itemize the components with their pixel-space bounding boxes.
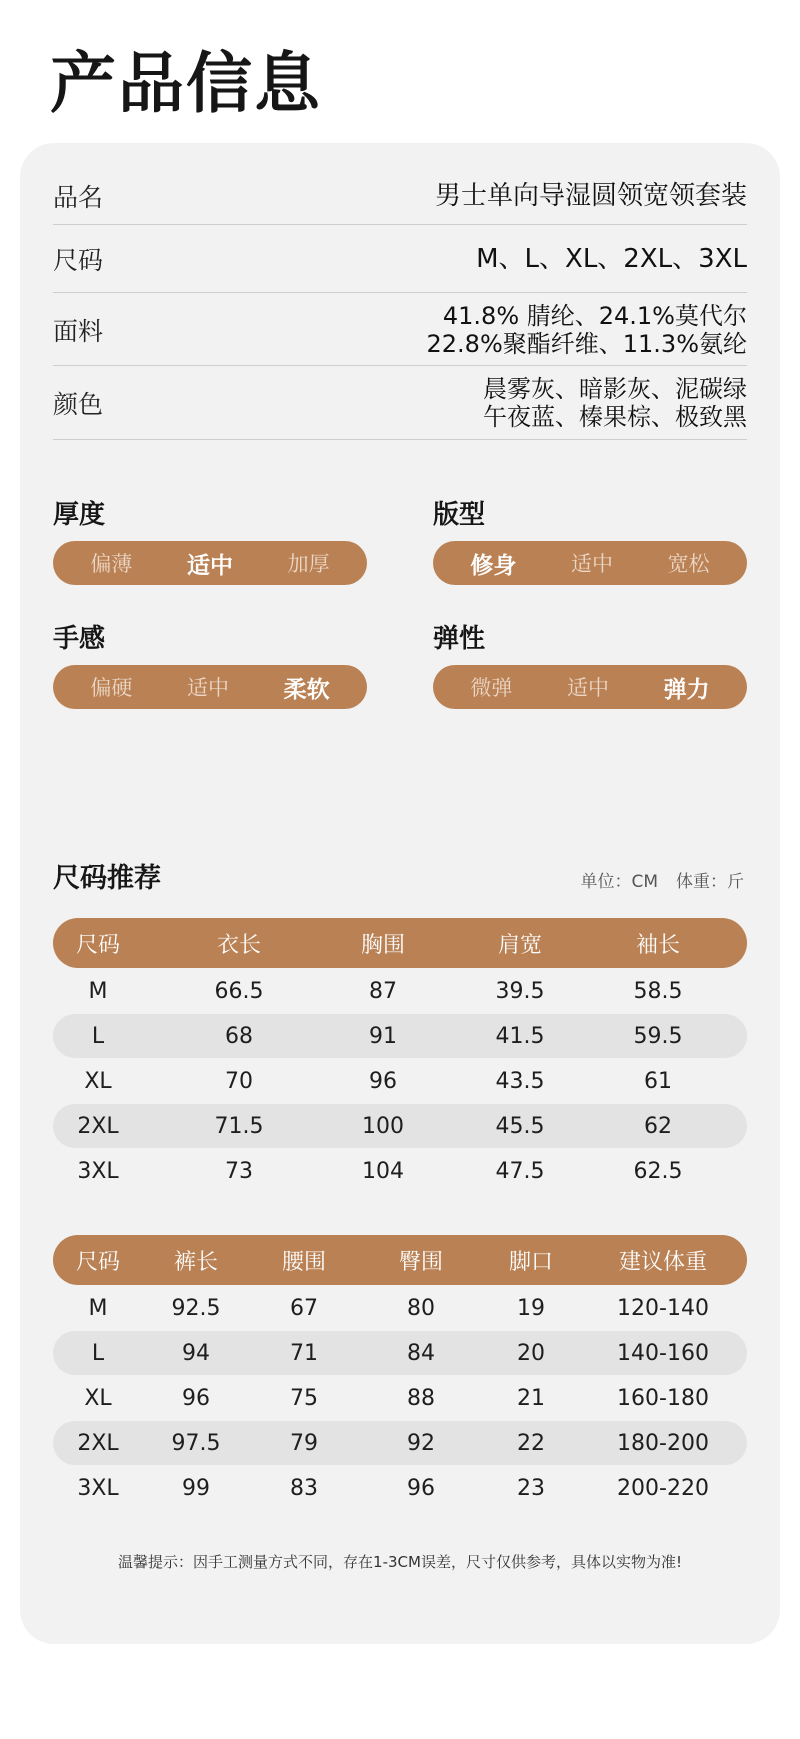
footer-note: 温馨提示：因手工测量方式不同，存在1-3CM误差，尺寸仅供参考，具体以实物为准! [118,1553,682,1571]
info-row-colors [53,367,747,440]
table-cell: 140-160 [617,1340,709,1366]
attr-scale [53,665,367,709]
table-cell: 84 [407,1340,435,1366]
table-cell: 21 [517,1385,545,1411]
table-cell: 43.5 [495,1068,545,1094]
table-header-cell: 尺码 [75,932,120,958]
product-info-card [20,143,780,1644]
table-cell: 70 [225,1068,253,1094]
table-cell: 58.5 [633,978,683,1004]
attr-thickness [53,498,367,585]
info-value-line: 晨雾灰、暗影灰、泥碳绿 [483,375,747,403]
table-cell: M [88,1295,108,1321]
table-row [53,969,747,1013]
table-row [53,1059,747,1103]
info-value-line: 午夜蓝、榛果棕、极致黑 [483,403,747,431]
attr-feel [53,622,367,709]
table-cell: 96 [407,1475,435,1501]
table-row [53,1149,747,1193]
table-row [53,1014,747,1058]
info-label: 面料 [53,316,104,346]
info-value-line: 男士单向导湿圆领宽领套装 [434,181,747,211]
table-cell: 104 [362,1158,404,1184]
info-row-name [53,168,747,225]
table-cell: 66.5 [214,978,264,1004]
table-cell: 73 [225,1158,253,1184]
table-cell: 62 [644,1113,672,1139]
table-cell: L [91,1340,105,1366]
table-row [53,1331,747,1375]
info-row-size [53,226,747,293]
table-cell: 160-180 [617,1385,709,1411]
table-cell: XL [84,1068,112,1094]
table-cell: 91 [369,1023,397,1049]
table-header-cell: 胸围 [360,932,405,958]
table-cell: 68 [225,1023,253,1049]
attr-option: 适中 [186,676,229,700]
table-cell: 120-140 [617,1295,709,1321]
table-row [53,1104,747,1148]
table-header-cell: 脚口 [508,1249,553,1275]
table-header-cell: 袖长 [635,932,680,958]
table-cell: 61 [644,1068,672,1094]
attr-elasticity [433,622,747,709]
table-cell: 22 [517,1430,545,1456]
table-cell: 92.5 [171,1295,221,1321]
table-row [53,1421,747,1465]
attr-fit [433,498,747,585]
table-cell: 99 [182,1475,210,1501]
table-cell: 45.5 [495,1113,545,1139]
info-value [476,245,747,273]
table-cell: M [88,978,108,1004]
table-cell: 19 [517,1295,545,1321]
table-cell: 80 [407,1295,435,1321]
table-row [53,1286,747,1330]
attr-title: 弹性 [433,624,486,654]
attr-option: 偏硬 [90,676,133,700]
info-value-line: M、L、XL、2XL、3XL [476,244,747,274]
table-cell: 2XL [77,1430,119,1456]
table-cell: 71 [290,1340,318,1366]
table-cell: 62.5 [633,1158,683,1184]
table-cell: 3XL [77,1475,119,1501]
table-cell: 47.5 [495,1158,545,1184]
weight-unit-label: 体重：斤 [676,872,744,892]
size-section-title: 尺码推荐 [53,863,161,894]
attr-option: 适中 [566,676,609,700]
table-cell: 88 [407,1385,435,1411]
table-cell: 75 [290,1385,318,1411]
table-cell: XL [84,1385,112,1411]
table-cell: 180-200 [617,1430,709,1456]
info-value [483,375,747,431]
table-header-cell: 臀围 [398,1249,443,1275]
attr-option: 偏薄 [90,552,133,576]
table-cell: 59.5 [633,1023,683,1049]
unit-note [580,867,744,892]
info-value-line: 41.8% 腈纶、24.1%莫代尔 [442,301,747,330]
table-cell: 67 [290,1295,318,1321]
table-cell: 41.5 [495,1023,545,1049]
attr-option-active: 柔软 [283,676,330,703]
table-cell: 94 [182,1340,210,1366]
table-row [53,1376,747,1420]
table-cell: 79 [290,1430,318,1456]
table-header [53,918,747,968]
table-header-cell: 建议体重 [618,1249,707,1275]
attr-option-active: 弹力 [663,676,710,703]
attr-title: 版型 [433,500,486,530]
table-cell: 3XL [77,1158,119,1184]
info-value-line: 22.8%聚酯纤维、11.3%氨纶 [426,329,747,358]
table-cell: 83 [290,1475,318,1501]
table-cell: 71.5 [214,1113,264,1139]
table-cell: 96 [182,1385,210,1411]
table-cell: 100 [362,1113,404,1139]
attr-title: 厚度 [53,500,106,530]
table-header-cell: 裤长 [173,1249,218,1275]
attr-scale [433,665,747,709]
attr-option: 微弹 [470,676,513,700]
attr-option-active: 修身 [470,552,517,579]
attr-option: 适中 [570,552,613,576]
attr-title: 手感 [53,624,106,654]
table-row [53,1466,747,1510]
top-size-table [53,918,747,1193]
table-header-cell: 腰围 [281,1249,326,1275]
attr-scale [53,541,367,585]
table-cell: 2XL [77,1113,119,1139]
info-value [435,182,747,210]
attr-option-active: 适中 [186,552,233,579]
info-label: 尺码 [53,246,104,275]
table-header-cell: 肩宽 [497,932,542,958]
table-cell: 39.5 [495,978,545,1004]
table-cell: 92 [407,1430,435,1456]
table-cell: 20 [517,1340,545,1366]
table-cell: 200-220 [617,1475,709,1501]
info-value [427,302,747,358]
table-cell: L [91,1023,105,1049]
attr-scale [433,541,747,585]
info-row-fabric [53,294,747,366]
table-cell: 97.5 [171,1430,221,1456]
bottom-size-table [53,1235,747,1510]
page-title: 产品信息 [50,45,322,122]
table-cell: 23 [517,1475,545,1501]
table-cell: 87 [369,978,397,1004]
table-header-cell: 衣长 [216,932,261,958]
table-header-cell: 尺码 [75,1249,120,1275]
info-label: 品名 [53,183,104,212]
table-cell: 96 [369,1068,397,1094]
info-label: 颜色 [53,390,104,419]
attr-option: 加厚 [287,552,330,576]
unit-label: 单位：CM [580,872,658,892]
table-header [53,1235,747,1285]
attr-option: 宽松 [667,552,710,576]
